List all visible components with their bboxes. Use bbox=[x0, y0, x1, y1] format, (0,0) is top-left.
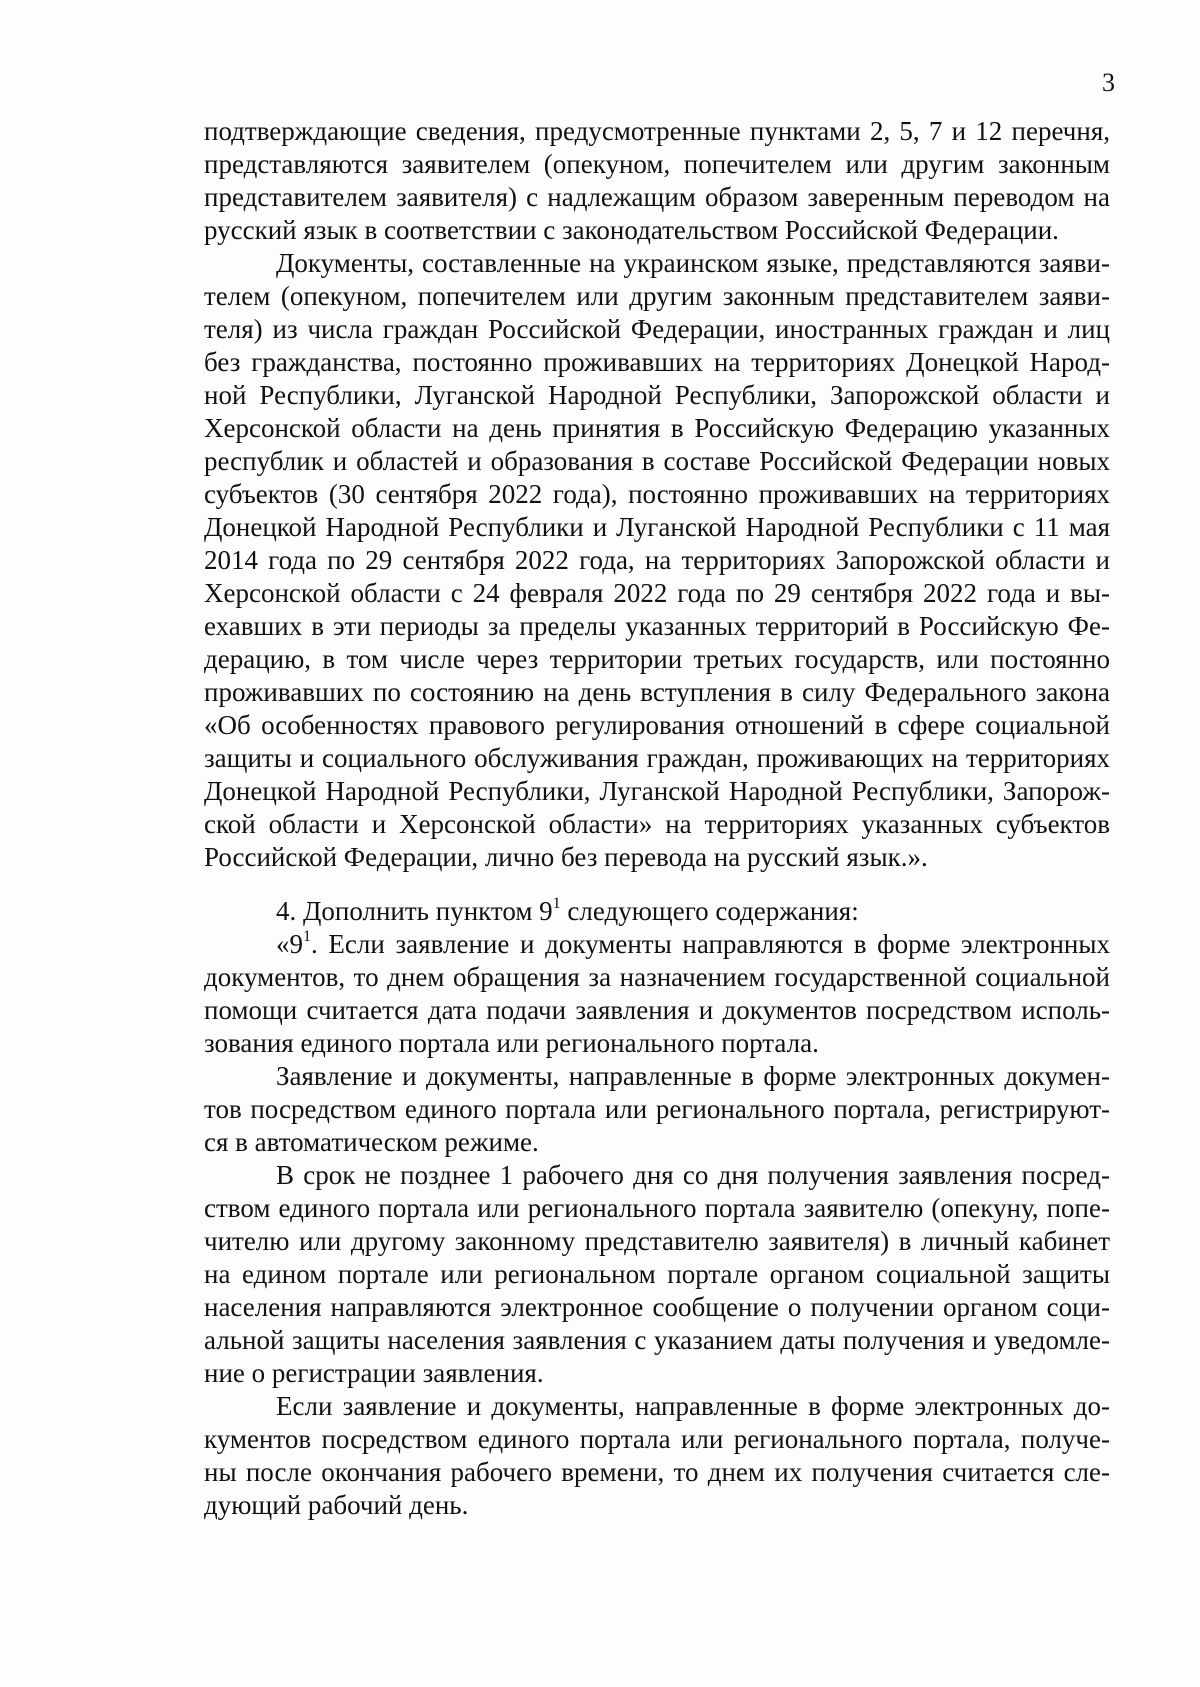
text-line: 2014 года по 29 сентября 2022 года, на территориях Запорожской области и bbox=[204, 545, 1110, 575]
text-line: ной Республики, Луганской Народной Республики, Запорожской области и bbox=[204, 380, 1110, 410]
text-line: Документы, составленные на украинском языке, представляются заяви- bbox=[276, 248, 1110, 278]
text-line: Российской Федерации, лично без перевода на русский язык.». bbox=[204, 842, 928, 872]
text-line: республик и областей и образования в составе Российской Федерации новых bbox=[204, 446, 1110, 476]
text-line: телем (опекуном, попечителем или другим законным представителем заяви- bbox=[204, 281, 1110, 311]
paragraph-spacer bbox=[204, 874, 1110, 895]
paragraph-after-hours bbox=[204, 1390, 1110, 1522]
superscript: 1 bbox=[303, 928, 311, 945]
item-4-text-end: следующего содержания: bbox=[560, 896, 859, 926]
text-line: ехавших в эти периоды за пределы указанных территорий в Российскую Фе- bbox=[204, 611, 1110, 641]
text-line: зования единого портала или регионального портала. bbox=[204, 1028, 819, 1058]
text-line: ской области и Херсонской области» на территориях указанных субъектов bbox=[204, 809, 1110, 839]
text-line: тов посредством единого портала или регионального портала, регистрируют- bbox=[204, 1094, 1110, 1124]
text-line: Херсонской области на день принятия в Российскую Федерацию указанных bbox=[204, 413, 1110, 443]
text-line: Херсонской области с 24 февраля 2022 года по 29 сентября 2022 года и вы- bbox=[204, 578, 1110, 608]
item-4-heading bbox=[204, 895, 1110, 928]
text-line: защиты и социального обслуживания граждан, проживающих на территориях bbox=[204, 743, 1110, 773]
text-line: на едином портале или региональном портале органом социальной защиты bbox=[204, 1259, 1110, 1289]
text-line: субъектов (30 сентября 2022 года), постоянно проживавших на территориях bbox=[204, 479, 1110, 509]
text-line: дующий рабочий день. bbox=[204, 1490, 469, 1520]
document-body bbox=[204, 115, 1110, 1522]
text-line: ние о регистрации заявления. bbox=[204, 1358, 544, 1388]
item-4-text: 4. Дополнить пунктом 9 bbox=[276, 896, 553, 926]
text-line: русский язык в соответствии с законодательством Российской Федерации. bbox=[204, 215, 1059, 245]
text-line: кументов посредством единого портала или регионального портала, получе- bbox=[204, 1424, 1110, 1454]
text-line: альной защиты населения заявления с указанием даты получения и уведомле- bbox=[204, 1325, 1110, 1355]
page-number: 3 bbox=[1102, 68, 1115, 97]
paragraph-2 bbox=[204, 247, 1110, 874]
text-line: документов, то днем обращения за назначением государственной социальной bbox=[204, 962, 1110, 992]
text-line: В срок не позднее 1 рабочего дня со дня получения заявления посред- bbox=[276, 1160, 1110, 1190]
text-line: помощи считается дата подачи заявления и документов посредством исполь- bbox=[204, 995, 1110, 1025]
paragraph-registration bbox=[204, 1060, 1110, 1159]
text-line: Заявление и документы, направленные в форме электронных докумен- bbox=[276, 1061, 1110, 1091]
text-line: Донецкой Народной Республики и Луганской Народной Республики с 11 мая bbox=[204, 512, 1110, 542]
text-line: чителю или другому законному представителю заявителя) в личный кабинет bbox=[204, 1226, 1110, 1256]
text-line: Если заявление и документы, направленные в форме электронных до- bbox=[276, 1391, 1110, 1421]
clause-9-1-text: . Если заявление и документы направляются в форме электронных bbox=[311, 929, 1110, 959]
text-line: теля) из числа граждан Российской Федерации, иностранных граждан и лиц bbox=[204, 314, 1110, 344]
text-line: Донецкой Народной Республики, Луганской Народной Республики, Запорож- bbox=[204, 776, 1110, 806]
paragraph-1 bbox=[204, 115, 1110, 247]
text-line: представляются заявителем (опекуном, попечителем или другим законным bbox=[204, 149, 1110, 179]
text-line bbox=[204, 928, 1110, 961]
paragraph-notification bbox=[204, 1159, 1110, 1390]
text-line: «Об особенностях правового регулирования отношений в сфере социальной bbox=[204, 710, 1110, 740]
clause-9-1-open: «9 bbox=[276, 929, 303, 959]
text-line: ся в автоматическом режиме. bbox=[204, 1127, 539, 1157]
text-line: проживавших по состоянию на день вступления в силу Федерального закона bbox=[204, 677, 1110, 707]
text-line: представителем заявителя) с надлежащим образом заверенным переводом на bbox=[204, 182, 1110, 212]
text-line: без гражданства, постоянно проживавших на территориях Донецкой Народ- bbox=[204, 347, 1110, 377]
superscript: 1 bbox=[552, 895, 561, 912]
text-line: подтверждающие сведения, предусмотренные пунктами 2, 5, 7 и 12 перечня, bbox=[204, 116, 1110, 146]
text-line: ны после окончания рабочего времени, то днем их получения считается сле- bbox=[204, 1457, 1110, 1487]
paragraph-9-1 bbox=[204, 928, 1110, 1060]
text-line: ством единого портала или регионального портала заявителю (опекуну, попе- bbox=[204, 1193, 1110, 1223]
text-line: дерацию, в том числе через территории третьих государств, или постоянно bbox=[204, 644, 1110, 674]
text-line bbox=[204, 895, 1110, 928]
text-line: населения направляются электронное сообщение о получении органом соци- bbox=[204, 1292, 1110, 1322]
